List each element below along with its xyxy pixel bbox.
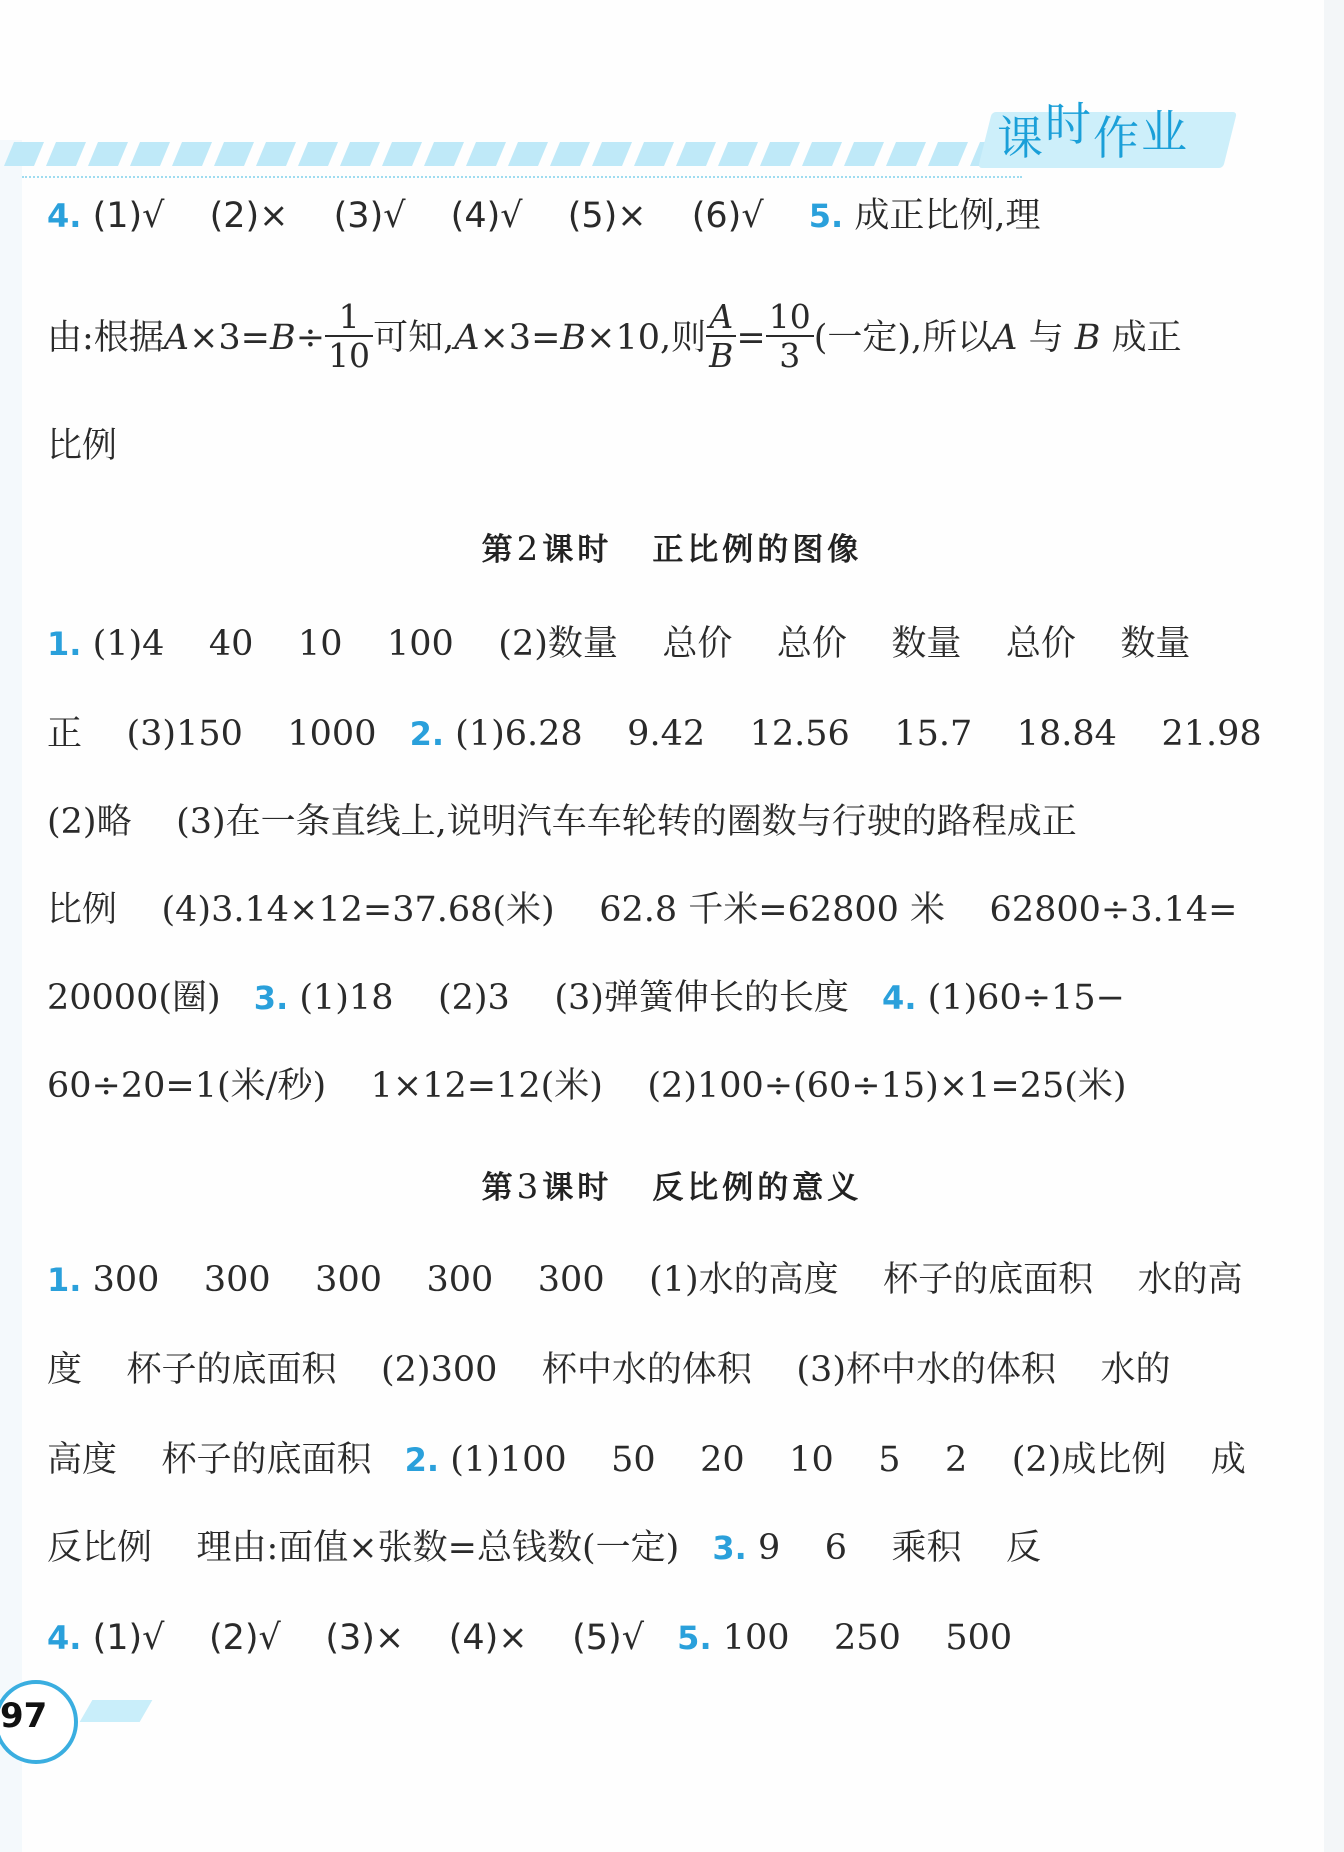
header-stripe bbox=[844, 142, 884, 166]
question-number: 5. bbox=[677, 1619, 712, 1657]
header-stripe bbox=[508, 142, 548, 166]
question-number: 3. bbox=[253, 979, 289, 1017]
header-stripe bbox=[550, 142, 590, 166]
answer-text: (1)100 50 20 10 5 2 (2)成比例 成 bbox=[450, 1440, 1246, 1480]
header-stripe bbox=[718, 142, 758, 166]
answer-text: 300 300 300 300 300 (1)水的高度 杯子的底面积 水的高 bbox=[92, 1260, 1243, 1300]
answer-line bbox=[47, 1430, 1246, 1490]
fraction-numerator: 10 bbox=[766, 298, 814, 337]
lesson-heading bbox=[0, 524, 1344, 569]
fraction bbox=[706, 298, 736, 374]
answer-text: (1)18 (2)3 (3)弹簧伸长的长度 bbox=[299, 978, 849, 1018]
heading-title: 反比例的意义 bbox=[652, 1170, 863, 1206]
answer-text: 可知, bbox=[373, 318, 455, 358]
heading-number: 3 bbox=[516, 1167, 543, 1207]
brand-char: 作 bbox=[1093, 111, 1141, 165]
question-number: 1. bbox=[47, 1261, 82, 1299]
math-text: ×3= bbox=[189, 318, 270, 358]
answer-text: (1)6.28 9.42 12.56 15.7 18.84 21.98 bbox=[455, 714, 1262, 754]
brand-char: 时 bbox=[1045, 97, 1093, 151]
answer-text: 成正比例,理 bbox=[854, 196, 1041, 236]
answer-text: 20000(圈) bbox=[47, 978, 221, 1018]
heading-prefix: 第 bbox=[481, 1170, 517, 1206]
math-variable: A bbox=[454, 318, 480, 358]
question-number: 2. bbox=[409, 715, 445, 753]
header-stripe bbox=[46, 142, 86, 166]
header-stripes bbox=[0, 138, 1000, 172]
page-left-edge bbox=[0, 140, 22, 1852]
header-stripe bbox=[172, 142, 212, 166]
header-stripe bbox=[760, 142, 800, 166]
answer-line bbox=[47, 614, 1232, 674]
brand-char: 业 bbox=[1141, 105, 1189, 159]
fraction-denominator: B bbox=[709, 335, 734, 375]
math-text: ×3= bbox=[479, 318, 561, 358]
answer-item: (3)√ bbox=[333, 196, 406, 236]
fraction-denominator: 3 bbox=[779, 335, 801, 375]
math-text: ×10,则 bbox=[586, 318, 707, 358]
math-variable: B bbox=[560, 318, 587, 358]
header-stripe bbox=[340, 142, 380, 166]
question-number: 1. bbox=[47, 625, 82, 663]
header-stripe bbox=[802, 142, 842, 166]
header-stripe bbox=[214, 142, 254, 166]
page-right-edge bbox=[1324, 0, 1344, 1852]
heading-suffix: 课时 bbox=[542, 532, 613, 568]
page-number: 97 bbox=[0, 1696, 48, 1736]
fraction bbox=[325, 298, 373, 374]
answer-text: 100 250 500 bbox=[722, 1618, 1013, 1658]
math-variable: A bbox=[163, 318, 190, 358]
header-stripe bbox=[466, 142, 506, 166]
header-stripe bbox=[676, 142, 716, 166]
lesson-heading bbox=[0, 1162, 1344, 1207]
answer-text: 由:根据 bbox=[47, 318, 164, 358]
answer-line bbox=[47, 416, 1232, 476]
question-number: 5. bbox=[808, 197, 844, 235]
question-number: 2. bbox=[404, 1441, 440, 1479]
header-dotted-rule bbox=[22, 176, 1022, 178]
answer-line bbox=[47, 968, 1232, 1028]
brand-logo-text bbox=[997, 97, 1189, 168]
fraction-numerator: 1 bbox=[325, 298, 373, 337]
brand-logo bbox=[985, 96, 1230, 172]
answer-line bbox=[47, 1250, 1243, 1310]
fraction-denominator: 10 bbox=[328, 335, 371, 375]
header-stripe bbox=[424, 142, 464, 166]
answer-text: 比例 (4)3.14×12=37.68(米) 62.8 千米=62800 米 62800÷3.14= bbox=[47, 890, 1238, 930]
header-stripe bbox=[382, 142, 422, 166]
answer-text: 9 6 乘积 反 bbox=[757, 1528, 1042, 1568]
header-stripe bbox=[928, 142, 968, 166]
answer-item: (6)√ bbox=[691, 196, 764, 236]
math-variable: B bbox=[270, 318, 296, 358]
answer-text: 度 杯子的底面积 (2)300 杯中水的体积 (3)杯中水的体积 水的 bbox=[47, 1350, 1171, 1390]
heading-prefix: 第 bbox=[481, 532, 517, 568]
answer-line bbox=[47, 792, 1232, 852]
answer-text: (1)60÷15− bbox=[927, 978, 1125, 1018]
question-number: 4. bbox=[882, 979, 917, 1017]
answer-text: 正 (3)150 1000 bbox=[47, 714, 377, 754]
header-stripe-band bbox=[0, 138, 1000, 172]
math-variable: B bbox=[1074, 318, 1101, 358]
answer-text: (一定),所以 bbox=[813, 318, 993, 358]
answer-item: (5)× bbox=[567, 196, 647, 236]
answer-line bbox=[47, 1608, 1232, 1668]
question-number: 4. bbox=[47, 197, 82, 235]
fraction-numerator: A bbox=[706, 298, 736, 337]
header-stripe bbox=[130, 142, 170, 166]
answer-text: (1)4 40 10 100 (2)数量 总价 总价 数量 总价 数量 bbox=[92, 624, 1191, 664]
header-stripe bbox=[592, 142, 632, 166]
answer-item: (4)√ bbox=[450, 196, 523, 236]
answer-line bbox=[47, 880, 1238, 940]
answer-text: 60÷20=1(米/秒) 1×12=12(米) (2)100÷(60÷15)×1=25(米) bbox=[47, 1066, 1127, 1106]
math-text: ÷ bbox=[295, 318, 326, 358]
math-variable: A bbox=[992, 318, 1018, 358]
question-number: 3. bbox=[712, 1529, 747, 1567]
heading-title: 正比例的图像 bbox=[652, 532, 863, 568]
page-number-stripe bbox=[80, 1700, 153, 1722]
fraction bbox=[766, 298, 814, 374]
answer-line bbox=[47, 1340, 1232, 1400]
answer-text: 高度 杯子的底面积 bbox=[47, 1440, 372, 1480]
header-stripe bbox=[4, 142, 44, 166]
heading-suffix: 课时 bbox=[542, 1170, 613, 1206]
answer-text: 与 bbox=[1028, 318, 1064, 358]
header-stripe bbox=[634, 142, 674, 166]
answer-line bbox=[47, 1056, 1232, 1116]
answer-text: 比例 bbox=[47, 426, 118, 466]
answer-line bbox=[47, 1518, 1232, 1578]
answer-item: (1)√ bbox=[92, 196, 165, 236]
header-stripe bbox=[256, 142, 296, 166]
answer-line bbox=[47, 704, 1262, 764]
question-number: 4. bbox=[47, 1619, 82, 1657]
heading-number: 2 bbox=[516, 529, 543, 569]
answer-line-with-fractions bbox=[47, 298, 1232, 378]
answer-line bbox=[47, 186, 1232, 246]
answer-item: (2)× bbox=[209, 196, 289, 236]
answer-text: (1)√ (2)√ (3)× (4)× (5)√ bbox=[92, 1618, 645, 1658]
header-stripe bbox=[88, 142, 128, 166]
header-stripe bbox=[298, 142, 338, 166]
header-stripe bbox=[886, 142, 926, 166]
answer-text: (2)略 (3)在一条直线上,说明汽车车轮转的圈数与行驶的路程成正 bbox=[47, 802, 1077, 842]
math-text: = bbox=[736, 318, 766, 358]
brand-char: 课 bbox=[997, 111, 1045, 165]
answer-text: 反比例 理由:面值×张数=总钱数(一定) bbox=[47, 1528, 680, 1568]
answer-text: 成正 bbox=[1111, 318, 1182, 358]
